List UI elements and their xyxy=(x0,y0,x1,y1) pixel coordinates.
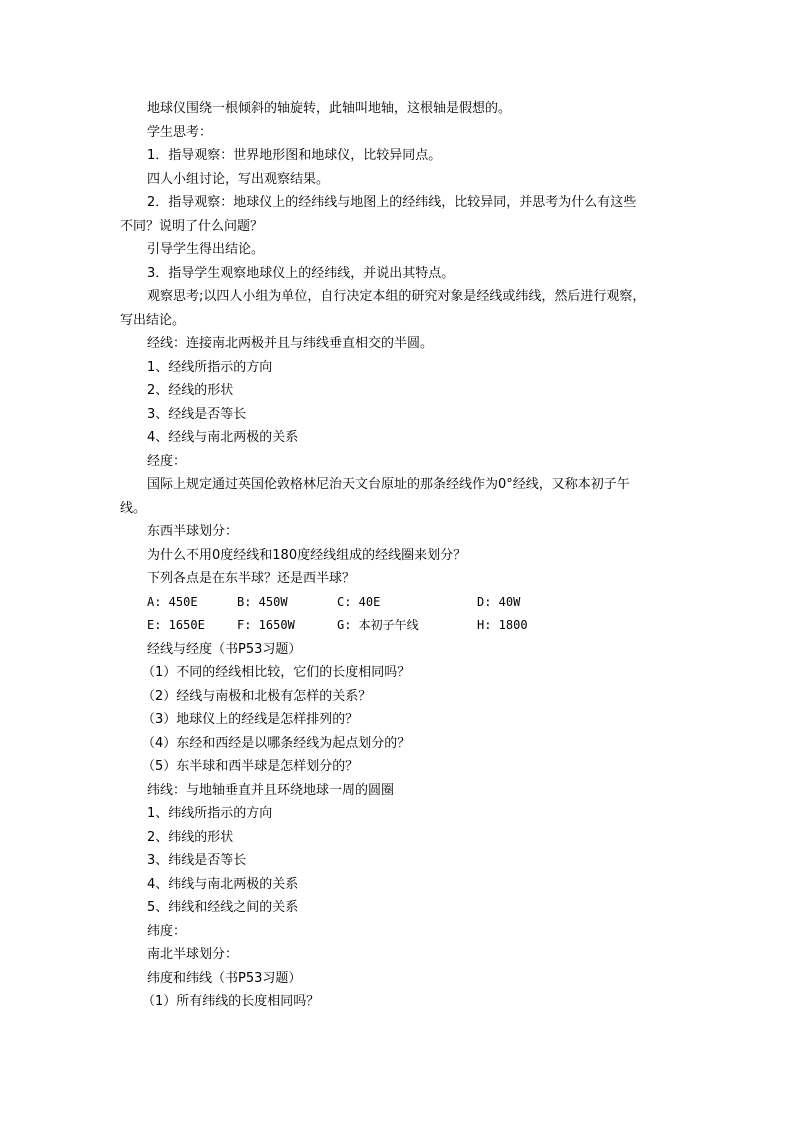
text-line: 学生思考： xyxy=(147,124,213,140)
text-line: （4）东经和西经是以哪条经线为起点划分的？ xyxy=(142,735,411,751)
text-line: 地球仪围绕一根倾斜的轴旋转，此轴叫地轴，这根轴是假想的。 xyxy=(147,101,512,116)
text-line: 1、纬线所指示的方向 xyxy=(147,806,273,821)
coordinate-item: H: 1800 xyxy=(477,618,528,632)
text-line: 国际上规定通过英国伦敦格林尼治天文台原址的那条经线作为0°经线，又称本初子午 xyxy=(147,477,630,492)
text-line: 4、纬线与南北两极的关系 xyxy=(147,876,299,892)
coordinate-item: E: 1650E xyxy=(147,618,205,632)
text-line: 纬度： xyxy=(147,923,187,939)
coordinate-row xyxy=(120,614,680,638)
text-line: 经线与经度（书P53习题） xyxy=(147,641,302,657)
coordinate-item: B: 450W xyxy=(237,594,288,609)
text-line: 1、经线所指示的方向 xyxy=(147,359,273,375)
text-line: 1．指导观察：世界地形图和地球仪，比较异同点。 xyxy=(147,148,442,163)
text-line: 四人小组讨论，写出观察结果。 xyxy=(147,171,330,187)
text-line: 经线：连接南北两极并且与纬线垂直相交的半圆。 xyxy=(147,336,434,351)
text-line: 写出结论。 xyxy=(120,312,186,328)
coordinate-table xyxy=(120,591,680,638)
text-line: 南北半球划分： xyxy=(147,947,239,962)
text-line: 纬度和纬线（书P53习题） xyxy=(147,970,302,986)
coordinate-item: A: 450E xyxy=(147,594,198,609)
paragraph-block-intro xyxy=(120,97,680,591)
text-line: （1）不同的经线相比较，它们的长度相同吗？ xyxy=(142,665,411,680)
text-line: 不同？说明了什么问题？ xyxy=(120,218,264,234)
paragraph-block-exercises xyxy=(120,638,680,1014)
text-line: 3．指导学生观察地球仪上的经纬线，并说出其特点。 xyxy=(147,265,455,281)
coordinate-row xyxy=(120,591,680,615)
text-line: 线。 xyxy=(120,500,147,516)
text-line: 纬线：与地轴垂直并且环绕地球一周的圆圈 xyxy=(147,782,395,798)
text-line: 5、纬线和经线之间的关系 xyxy=(147,900,299,915)
coordinate-item: D: 40W xyxy=(477,594,521,609)
text-line: （5）东半球和西半球是怎样划分的？ xyxy=(142,759,359,774)
text-line: 3、经线是否等长 xyxy=(147,406,247,422)
coordinate-item: F: 1650W xyxy=(237,618,295,632)
text-line: 2、经线的形状 xyxy=(147,383,234,398)
coordinate-item: C: 40E xyxy=(337,594,381,609)
text-line: 引导学生得出结论。 xyxy=(147,242,265,257)
text-line: 2．指导观察：地球仪上的经纬线与地图上的经纬线，比较异同，并思考为什么有这些 xyxy=(147,195,637,210)
text-line: （2）经线与南极和北极有怎样的关系？ xyxy=(142,688,372,704)
text-line: （3）地球仪上的经线是怎样排列的？ xyxy=(142,712,359,727)
text-line: 2、纬线的形状 xyxy=(147,829,234,845)
coordinate-item: G: 本初子午线 xyxy=(337,618,419,632)
text-line: 4、经线与南北两极的关系 xyxy=(147,430,299,445)
document-body xyxy=(120,97,680,1014)
text-line: 经度： xyxy=(147,453,187,469)
text-line: 观察思考;以四人小组为单位，自行决定本组的研究对象是经线或纬线，然后进行观察， xyxy=(147,289,646,304)
text-line: （1）所有纬线的长度相同吗？ xyxy=(142,994,320,1009)
text-line: 下列各点是在东半球？还是西半球？ xyxy=(147,571,356,586)
text-line: 东西半球划分： xyxy=(147,524,239,539)
text-line: 3、纬线是否等长 xyxy=(147,853,247,868)
text-line: 为什么不用0度经线和180度经线组成的经线圈来划分？ xyxy=(147,547,467,563)
